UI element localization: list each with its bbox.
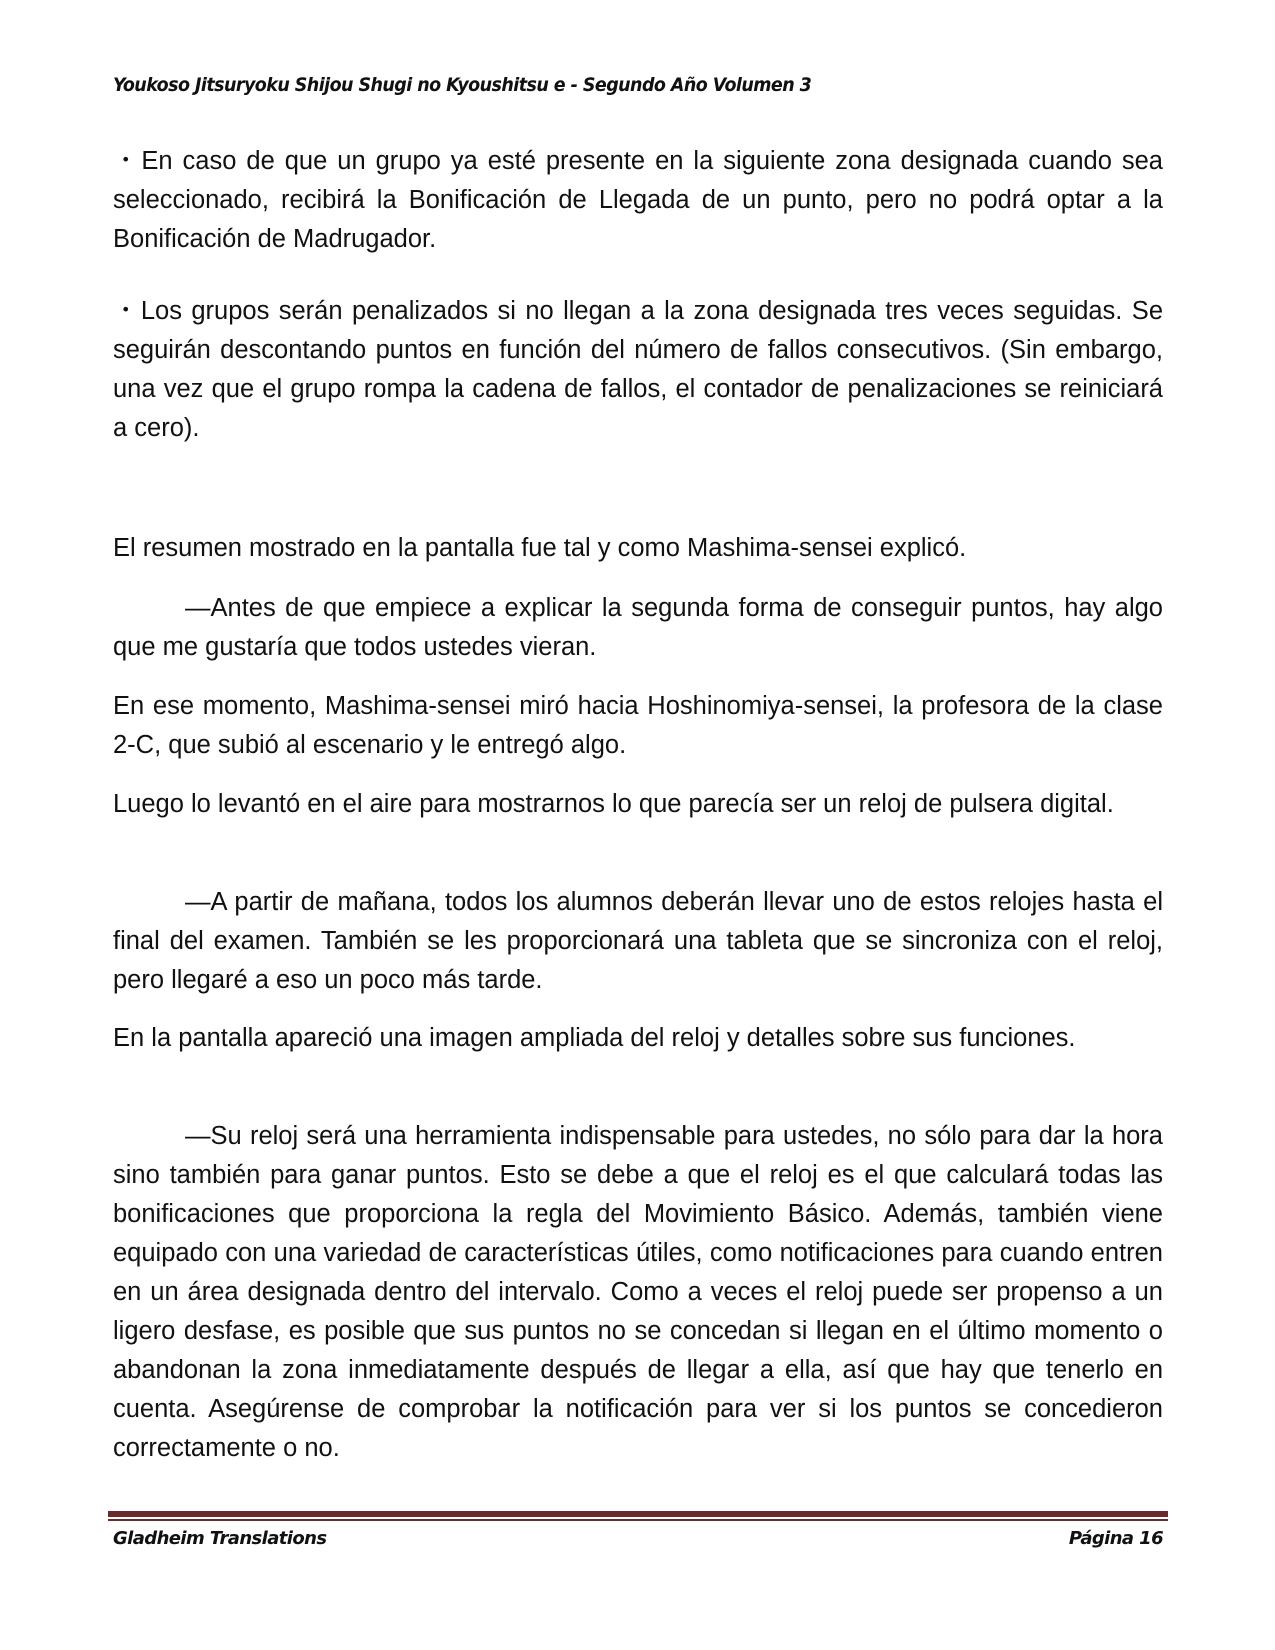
bullet-paragraph: ・Los grupos serán penalizados si no llegan a la zona designada tres veces seguidas. Se seguirán descontando puntos en función del número de fallos consecutivos. (Sin embargo, una vez que el grupo rompa la cadena de fallos, el contador de penalizaciones se reiniciará a cero).	[113, 297, 1163, 442]
page-number: Página 16	[1068, 1528, 1163, 1549]
dialogue-paragraph: —Antes de que empiece a explicar la segunda forma de conseguir puntos, hay algo que me gustaría que todos ustedes vieran.	[113, 594, 1163, 661]
footer-rule	[108, 1511, 1168, 1517]
dialogue-paragraph: —A partir de mañana, todos los alumnos deberán llevar uno de estos relojes hasta el final del examen. También se les proporcionará una tableta que se sincroniza con el reloj, pero llegaré a eso un poco más tarde.	[113, 888, 1163, 994]
paragraph: En ese momento, Mashima-sensei miró hacia Hoshinomiya-sensei, la profesora de la clase 2-C, que subió al escenario y le entregó algo.	[113, 692, 1163, 759]
paragraph: En la pantalla apareció una imagen ampliada del reloj y detalles sobre sus funciones.	[113, 1024, 1076, 1052]
dialogue-paragraph: —Su reloj será una herramienta indispensable para ustedes, no sólo para dar la hora sino también para ganar puntos. Esto se debe a que el reloj es el que calculará todas las bonificaciones que proporciona la regla del Movimiento Básico. Además, también viene equipado con una variedad de características útiles, como notificaciones para cuando entren en un área designada dentro del intervalo. Como a veces el reloj puede ser propenso a un ligero desfase, es posible que sus puntos no se concedan si llegan en el último momento o abandonan la zona inmediatamente después de llegar a ella, así que hay que tenerlo en cuenta. Asegúrense de comprobar la notificación para ver si los puntos se concedieron correctamente o no.	[113, 1122, 1163, 1462]
paragraph: Luego lo levantó en el aire para mostrarnos lo que parecía ser un reloj de pulsera digital.	[113, 790, 1114, 818]
running-header: Youkoso Jitsuryoku Shijou Shugi no Kyoushitsu e - Segundo Año Volumen 3	[113, 74, 812, 96]
footer-rule-thin	[108, 1519, 1168, 1521]
paragraph: El resumen mostrado en la pantalla fue tal y como Mashima-sensei explicó.	[113, 534, 967, 562]
footer-credit: Gladheim Translations	[113, 1528, 327, 1549]
bullet-paragraph: ・En caso de que un grupo ya esté presente en la siguiente zona designada cuando sea seleccionado, recibirá la Bonificación de Llegada de un punto, pero no podrá optar a la Bonificación de Madrugador.	[113, 147, 1163, 253]
